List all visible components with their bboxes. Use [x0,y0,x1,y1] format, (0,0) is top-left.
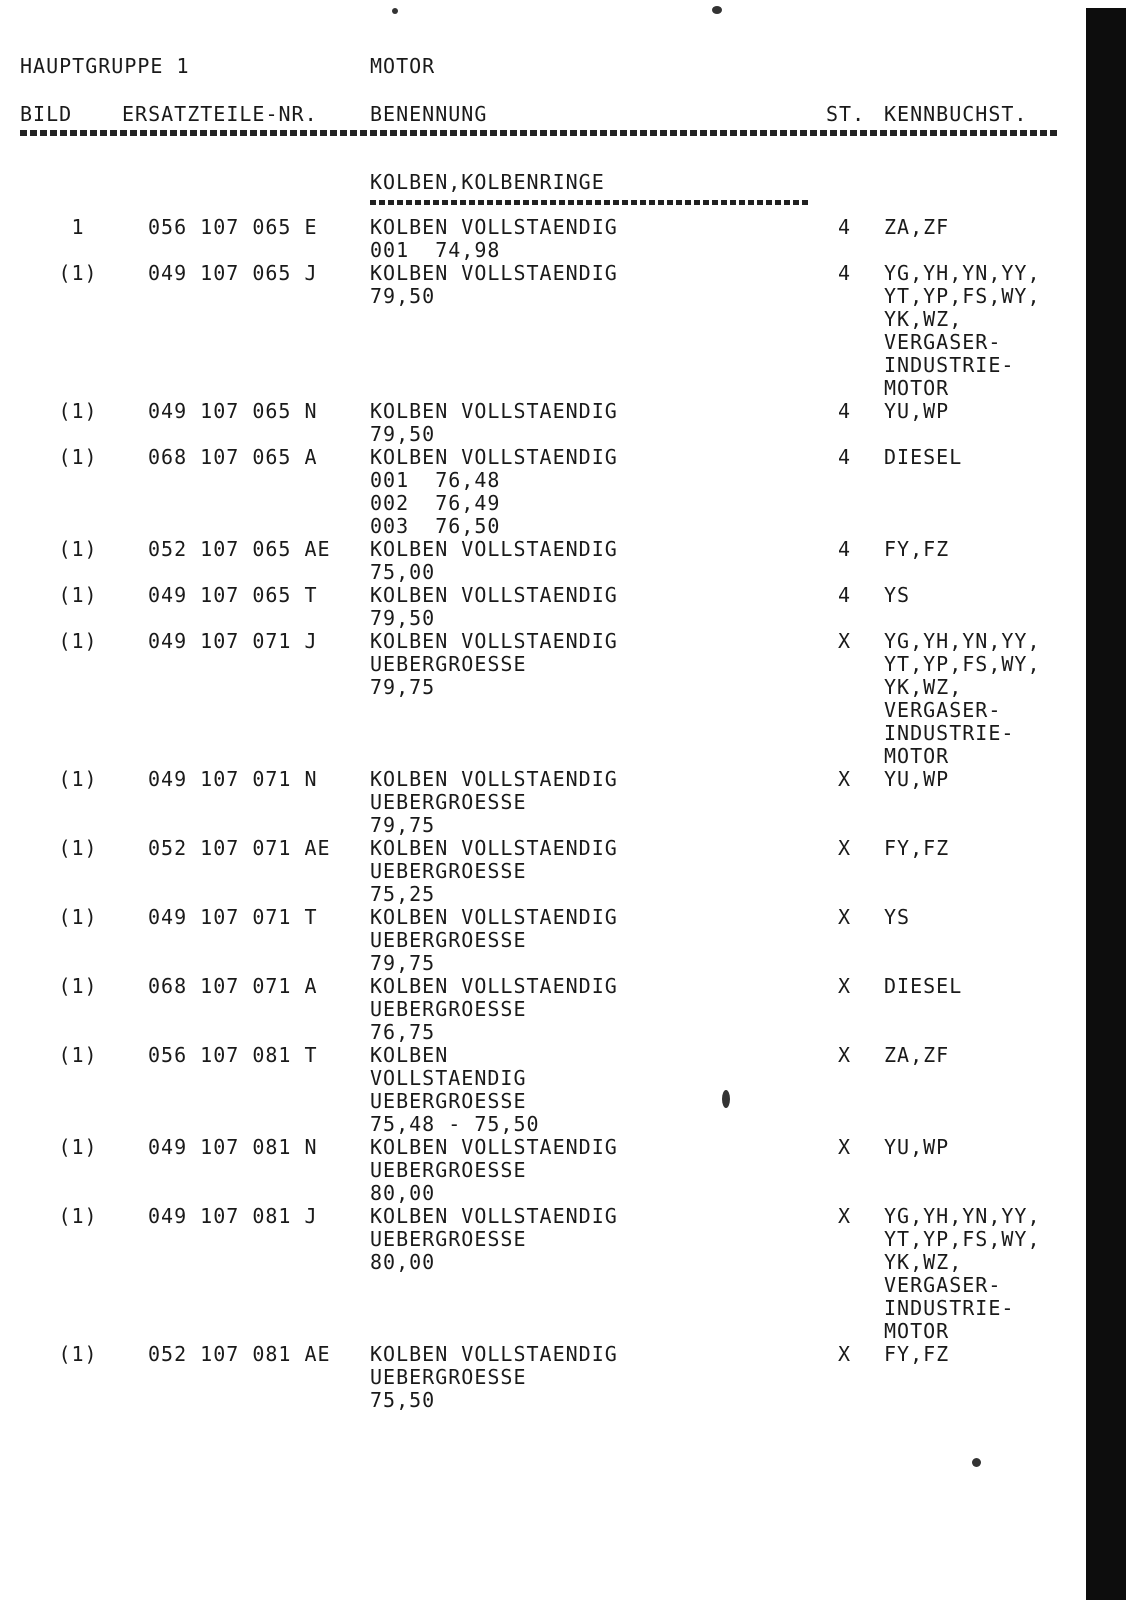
quantity: 4 [838,261,852,285]
code-line: MOTOR [884,376,950,400]
col-header-description: BENENNUNG [370,102,488,126]
part-description [370,538,618,584]
code-line: VERGASER- [884,1273,1002,1297]
description-line: UEBERGROESSE [370,1365,527,1389]
model-codes [884,768,949,791]
code-line: YT,YP,FS,WY, [884,284,1041,308]
bild-ref: (1) [58,905,98,929]
description-line: KOLBEN VOLLSTAENDIG [370,445,618,469]
model-codes [884,400,949,423]
code-line: YK,WZ, [884,307,963,331]
description-line: 79,75 [370,951,436,975]
quantity: 4 [838,537,852,561]
description-line: UEBERGROESSE [370,1089,527,1113]
scan-edge-bar [1086,8,1126,1600]
description-line: UEBERGROESSE [370,997,527,1021]
description-line: KOLBEN VOLLSTAENDIG [370,767,618,791]
part-description [370,1205,618,1274]
table-row [0,837,1080,906]
description-line: KOLBEN VOLLSTAENDIG [370,261,618,285]
model-codes [884,975,962,998]
description-line: VOLLSTAENDIG [370,1066,527,1090]
part-number: 052 107 081 AE [148,1342,331,1366]
description-line: 001 74,98 [370,238,501,262]
description-line: 75,00 [370,560,436,584]
description-line: KOLBEN VOLLSTAENDIG [370,215,618,239]
part-number: 049 107 081 J [148,1204,318,1228]
part-number: 049 107 081 N [148,1135,318,1159]
model-codes [884,906,910,929]
table-row [0,1136,1080,1205]
part-number: 049 107 071 J [148,629,318,653]
code-line: ZA,ZF [884,215,950,239]
quantity: X [838,974,852,998]
description-line: UEBERGROESSE [370,928,527,952]
quantity: X [838,836,852,860]
code-line: FY,FZ [884,836,950,860]
code-line: DIESEL [884,974,963,998]
part-number: 049 107 065 N [148,399,318,423]
col-header-qty: ST. [826,102,866,126]
part-description [370,906,618,975]
code-line: YG,YH,YN,YY, [884,261,1041,285]
quantity: X [838,1135,852,1159]
section-title: KOLBEN,KOLBENRINGE [370,170,605,194]
code-line: YT,YP,FS,WY, [884,1227,1041,1251]
part-number: 049 107 065 T [148,583,318,607]
bild-ref: 1 [71,215,85,239]
header-double-rule [20,130,1060,136]
table-row [0,975,1080,1044]
description-line: UEBERGROESSE [370,1158,527,1182]
code-line: YG,YH,YN,YY, [884,1204,1041,1228]
description-line: 79,50 [370,422,436,446]
quantity: 4 [838,583,852,607]
code-line: YS [884,905,911,929]
part-number: 052 107 071 AE [148,836,331,860]
model-codes [884,1136,949,1159]
table-row [0,538,1080,584]
section-title-rule [370,200,810,205]
code-line: VERGASER- [884,698,1002,722]
part-description [370,216,618,262]
code-line: FY,FZ [884,537,950,561]
bild-ref: (1) [58,261,98,285]
col-header-codes: KENNBUCHST. [884,102,1028,126]
part-description [370,1044,540,1136]
description-line: KOLBEN VOLLSTAENDIG [370,905,618,929]
description-line: 75,48 - 75,50 [370,1112,540,1136]
code-line: YU,WP [884,399,950,423]
part-number: 049 107 071 T [148,905,318,929]
part-number: 052 107 065 AE [148,537,331,561]
quantity: 4 [838,399,852,423]
model-codes [884,446,962,469]
part-number: 068 107 071 A [148,974,318,998]
col-header-part-no: ERSATZTEILE-NR. [122,102,318,126]
part-description [370,768,618,837]
quantity: X [838,1043,852,1067]
quantity: 4 [838,215,852,239]
description-line: 002 76,49 [370,491,501,515]
description-line: KOLBEN VOLLSTAENDIG [370,537,618,561]
bild-ref: (1) [58,399,98,423]
bild-ref: (1) [58,1204,98,1228]
part-description [370,262,618,308]
code-line: MOTOR [884,744,950,768]
description-line: 79,50 [370,606,436,630]
description-line: UEBERGROESSE [370,1227,527,1251]
scan-speck [392,8,398,14]
description-line: KOLBEN VOLLSTAENDIG [370,1204,618,1228]
description-line: KOLBEN VOLLSTAENDIG [370,629,618,653]
model-codes [884,538,949,561]
code-line: YU,WP [884,767,950,791]
table-row [0,1205,1080,1343]
table-row [0,1044,1080,1136]
part-description [370,630,618,699]
description-line: KOLBEN [370,1043,449,1067]
code-line: FY,FZ [884,1342,950,1366]
description-line: 80,00 [370,1250,436,1274]
description-line: KOLBEN VOLLSTAENDIG [370,1135,618,1159]
bild-ref: (1) [58,1043,98,1067]
model-codes [884,584,910,607]
description-line: UEBERGROESSE [370,790,527,814]
description-line: 79,50 [370,284,436,308]
part-description [370,1136,618,1205]
table-row [0,400,1080,446]
description-line: 79,75 [370,675,436,699]
table-row [0,216,1080,262]
bild-ref: (1) [58,583,98,607]
table-row [0,1343,1080,1412]
part-number: 049 107 065 J [148,261,318,285]
part-number: 056 107 065 E [148,215,318,239]
group-label: HAUPTGRUPPE 1 [20,54,190,78]
code-line: ZA,ZF [884,1043,950,1067]
table-row [0,906,1080,975]
quantity: X [838,767,852,791]
bild-ref: (1) [58,537,98,561]
bild-ref: (1) [58,836,98,860]
description-line: 79,75 [370,813,436,837]
code-line: DIESEL [884,445,963,469]
description-line: UEBERGROESSE [370,652,527,676]
part-description [370,1343,618,1412]
description-line: KOLBEN VOLLSTAENDIG [370,583,618,607]
description-line: KOLBEN VOLLSTAENDIG [370,836,618,860]
parts-table [0,216,1080,1412]
part-description [370,400,618,446]
table-row [0,768,1080,837]
table-row [0,630,1080,768]
part-number: 049 107 071 N [148,767,318,791]
description-line: KOLBEN VOLLSTAENDIG [370,974,618,998]
model-codes [884,262,1041,400]
table-row [0,262,1080,400]
code-line: INDUSTRIE- [884,353,1015,377]
group-name: MOTOR [370,54,436,78]
description-line: UEBERGROESSE [370,859,527,883]
description-line: 80,00 [370,1181,436,1205]
description-line: 001 76,48 [370,468,501,492]
table-row [0,446,1080,538]
code-line: YU,WP [884,1135,950,1159]
quantity: X [838,1204,852,1228]
description-line: KOLBEN VOLLSTAENDIG [370,1342,618,1366]
scan-speck [972,1458,981,1467]
model-codes [884,216,949,239]
part-number: 056 107 081 T [148,1043,318,1067]
col-header-bild: BILD [20,102,73,126]
quantity: X [838,905,852,929]
description-line: 003 76,50 [370,514,501,538]
code-line: INDUSTRIE- [884,1296,1015,1320]
part-description [370,837,618,906]
description-line: KOLBEN VOLLSTAENDIG [370,399,618,423]
code-line: YT,YP,FS,WY, [884,652,1041,676]
part-description [370,446,618,538]
bild-ref: (1) [58,1342,98,1366]
code-line: YK,WZ, [884,675,963,699]
bild-ref: (1) [58,974,98,998]
code-line: YG,YH,YN,YY, [884,629,1041,653]
quantity: X [838,629,852,653]
code-line: YS [884,583,911,607]
bild-ref: (1) [58,1135,98,1159]
code-line: INDUSTRIE- [884,721,1015,745]
model-codes [884,1343,949,1366]
model-codes [884,1044,949,1067]
bild-ref: (1) [58,767,98,791]
part-description [370,975,618,1044]
table-row [0,584,1080,630]
code-line: MOTOR [884,1319,950,1343]
model-codes [884,630,1041,768]
code-line: YK,WZ, [884,1250,963,1274]
code-line: VERGASER- [884,330,1002,354]
description-line: 75,25 [370,882,436,906]
model-codes [884,837,949,860]
scan-speck [722,1090,730,1108]
description-line: 76,75 [370,1020,436,1044]
part-description [370,584,618,630]
bild-ref: (1) [58,629,98,653]
scan-speck [712,6,722,14]
bild-ref: (1) [58,445,98,469]
part-number: 068 107 065 A [148,445,318,469]
quantity: 4 [838,445,852,469]
model-codes [884,1205,1041,1343]
description-line: 75,50 [370,1388,436,1412]
quantity: X [838,1342,852,1366]
